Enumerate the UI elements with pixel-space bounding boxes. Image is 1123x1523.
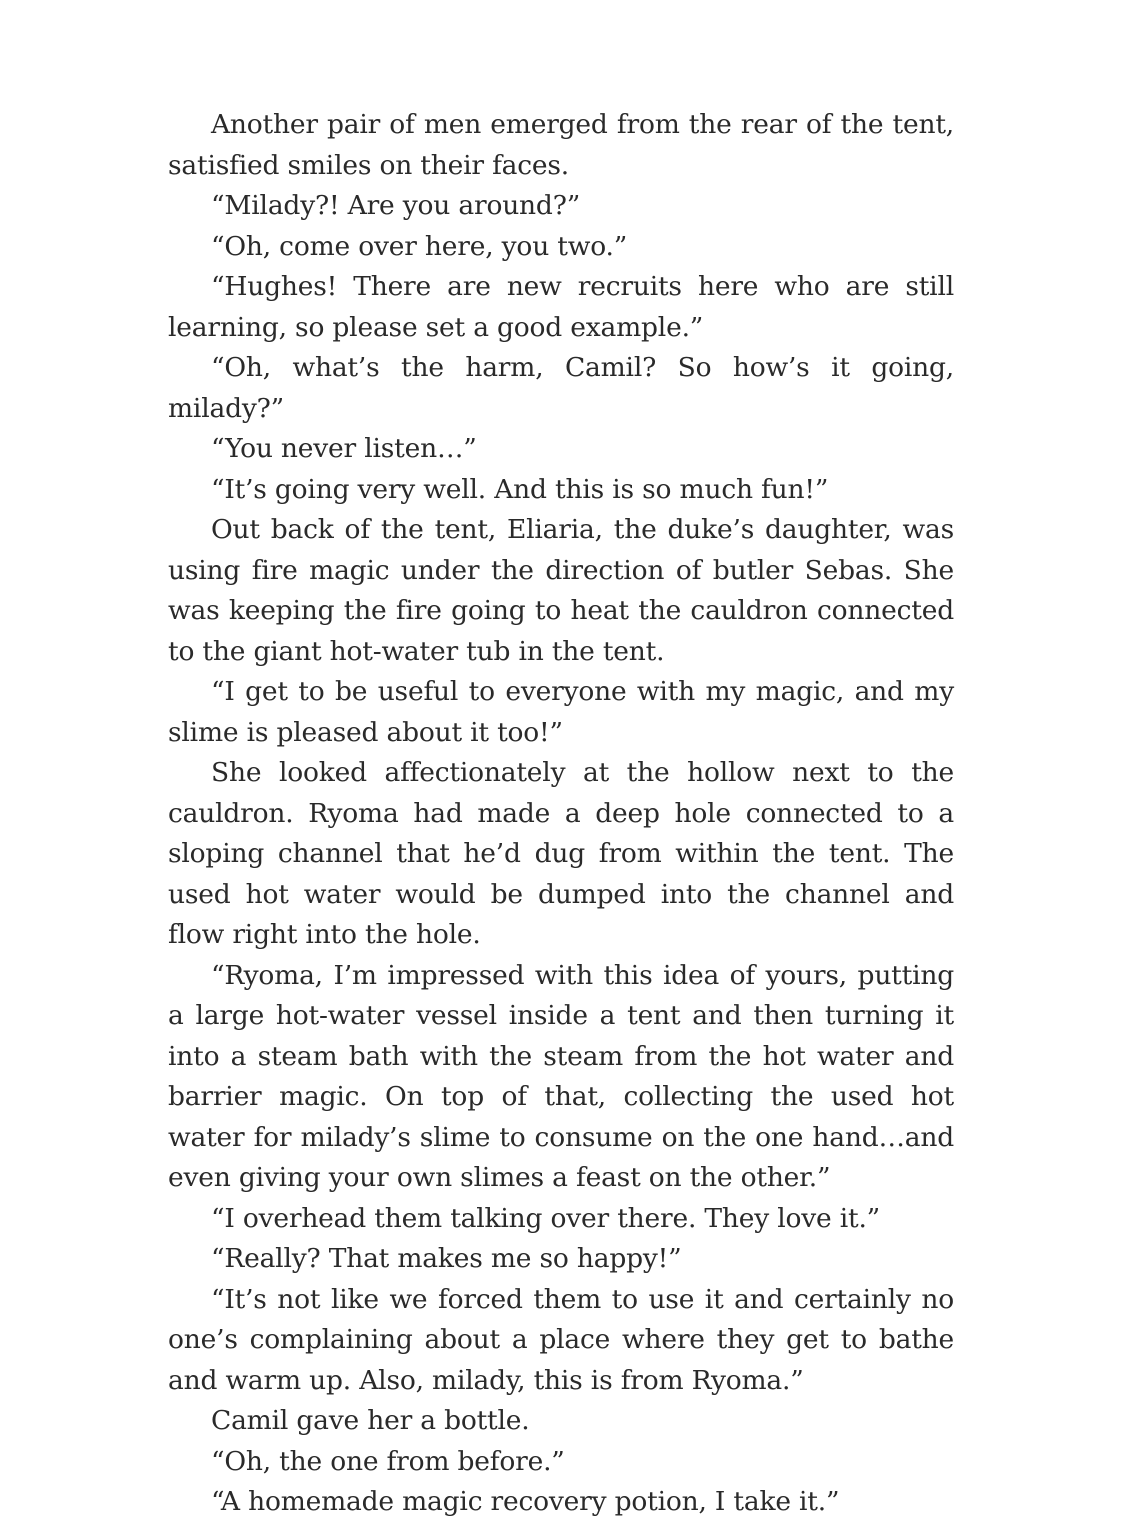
paragraph: “Ryoma, I’m impressed with this idea of yours, putting a large hot-water vessel inside a tent and then turning it into a steam bath with the steam from the hot water and barrier magic. On top of that, collecting the used hot water for milady’s slime to consume on the one hand…and even giving your own slimes a feast on the other.”	[168, 959, 954, 1193]
paragraph: “I overhead them talking over there. They love it.”	[211, 1202, 881, 1234]
paragraph: “A homemade magic recovery potion, I take it.”	[211, 1486, 840, 1517]
paragraph: Another pair of men emerged from the rear of the tent, satisfied smiles on their faces.	[168, 109, 954, 181]
paragraph: “Oh, what’s the harm, Camil? So how’s it going, milady?”	[168, 352, 954, 424]
paragraph: “You never listen…”	[211, 433, 477, 464]
paragraph: “Really? That makes me so happy!”	[211, 1243, 682, 1274]
paragraph: Camil gave her a bottle.	[211, 1405, 530, 1436]
paragraph: “Oh, the one from before.”	[211, 1445, 565, 1477]
paragraph: She looked affectionately at the hollow next to the cauldron. Ryoma had made a deep hole connected to a sloping channel that he’d dug from within the tent. The used hot water would be dumped into the channel and flow right into the hole.	[168, 757, 954, 950]
paragraph: “Milady?! Are you around?”	[211, 190, 581, 221]
paragraph: Out back of the tent, Eliaria, the duke’s daughter, was using fire magic under the direction of butler Sebas. She was keeping the fire going to heat the cauldron connected to the giant hot-water tub in the tent.	[168, 514, 954, 667]
paragraph: “It’s not like we forced them to use it and certainly no one’s complaining about a place where they get to bathe and warm up. Also, milady, this is from Ryoma.”	[168, 1283, 954, 1396]
paragraph: “Oh, come over here, you two.”	[211, 230, 628, 262]
paragraph: “Hughes! There are new recruits here who are still learning, so please set a good example.”	[168, 271, 954, 343]
paragraph: “I get to be useful to everyone with my magic, and my slime is pleased about it too!”	[168, 676, 954, 748]
book-page	[168, 105, 954, 1523]
paragraph: “It’s going very well. And this is so much fun!”	[211, 473, 829, 505]
